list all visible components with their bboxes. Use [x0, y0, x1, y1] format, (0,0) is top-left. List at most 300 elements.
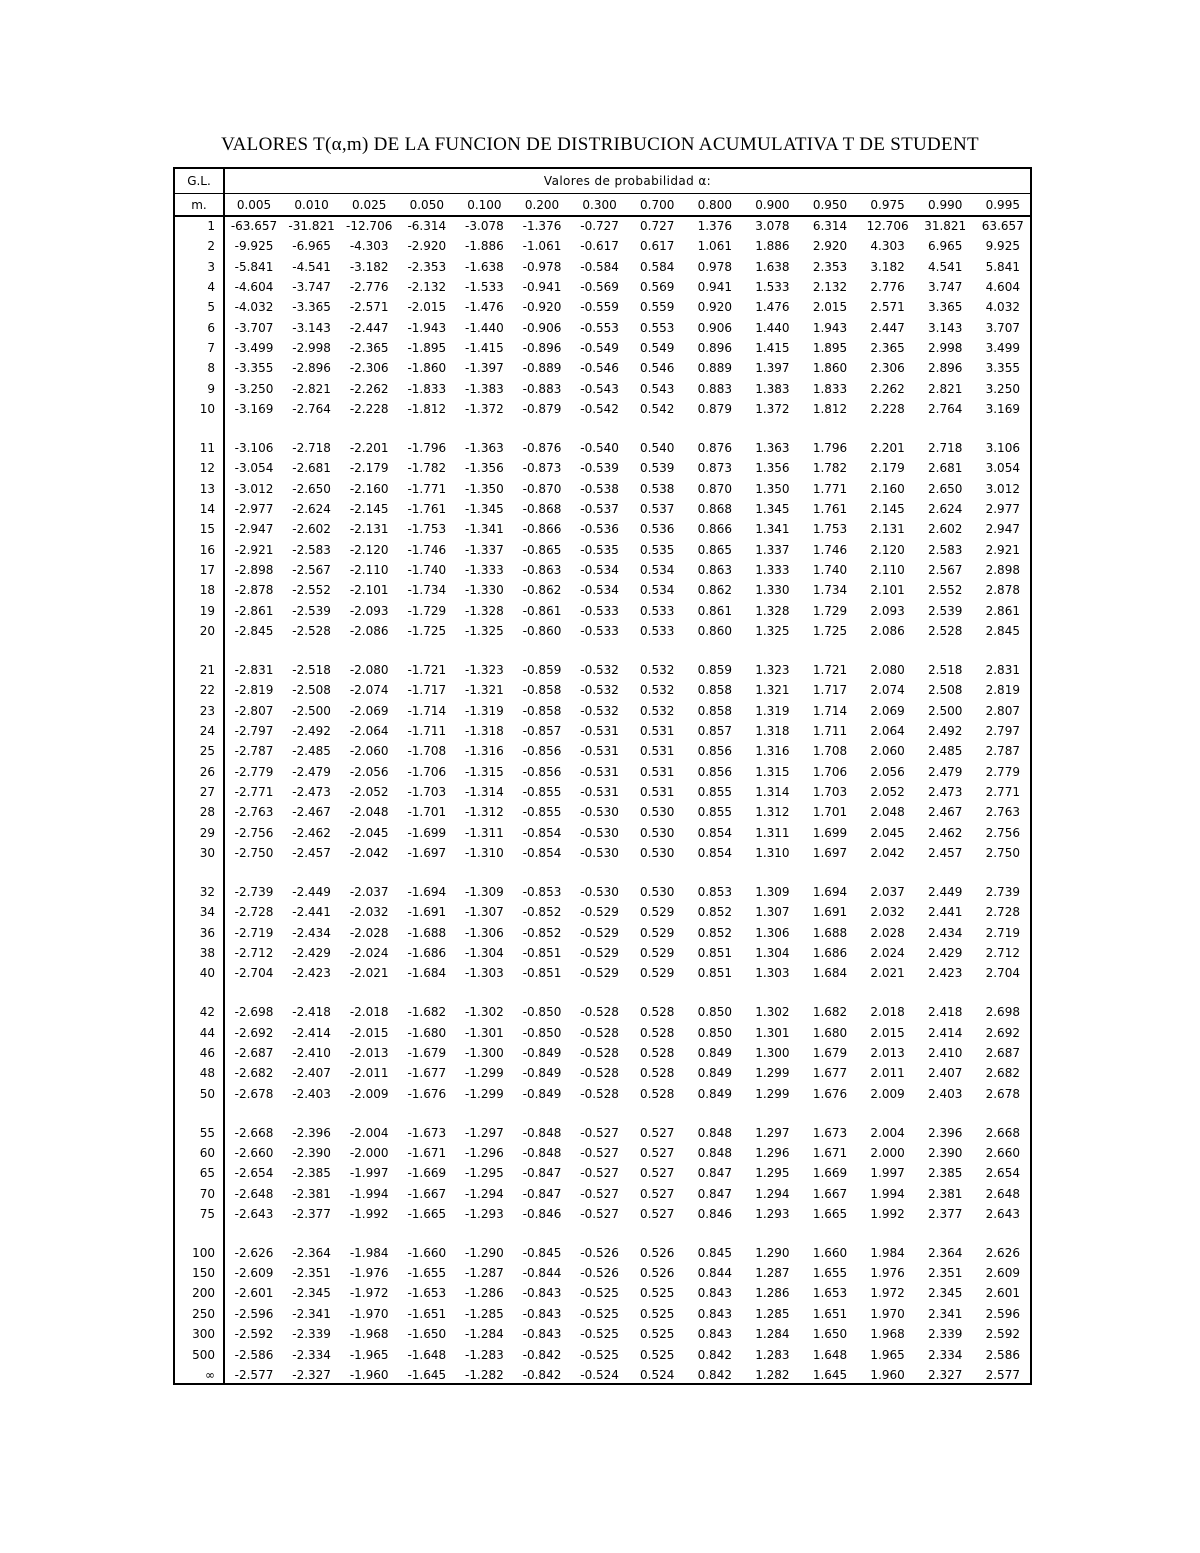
value-cell: -0.542	[580, 402, 619, 417]
value-cell: 1.285	[755, 1306, 790, 1321]
value-cell: 1.729	[812, 603, 848, 618]
page-title: VALORES T(α,m) DE LA FUNCION DE DISTRIBUCION ACUMULATIVA T DE STUDENT	[221, 134, 979, 155]
value-cell: 12.706	[866, 219, 909, 233]
value-cell: -0.553	[580, 320, 619, 335]
value-cell: 2.764	[928, 402, 963, 417]
value-cell: -2.353	[407, 259, 447, 274]
degrees-of-freedom-cell: 75	[199, 1206, 215, 1221]
value-cell: 2.060	[870, 744, 905, 759]
value-cell: -0.531	[580, 724, 619, 739]
value-cell: -0.861	[522, 603, 562, 618]
value-cell: -2.048	[349, 805, 389, 820]
value-cell: -2.473	[292, 785, 331, 800]
value-cell: -0.525	[580, 1347, 619, 1362]
value-cell: -1.701	[407, 805, 447, 820]
value-cell: 0.978	[697, 259, 732, 274]
value-cell: -2.377	[292, 1206, 331, 1221]
value-cell: 2.947	[985, 522, 1020, 537]
value-cell: -1.860	[407, 361, 447, 376]
value-cell: 2.410	[928, 1045, 963, 1060]
value-cell: -1.303	[465, 966, 504, 981]
value-cell: 0.525	[640, 1327, 675, 1342]
value-cell: 1.703	[812, 785, 848, 800]
value-cell: 1.660	[812, 1245, 848, 1260]
value-cell: 2.160	[870, 481, 905, 496]
value-cell: 0.553	[640, 320, 675, 335]
value-cell: -1.680	[407, 1025, 447, 1040]
value-cell: 0.941	[697, 280, 732, 295]
value-cell: -0.842	[522, 1347, 562, 1362]
value-cell: -2.042	[349, 846, 389, 861]
value-cell: -2.739	[234, 885, 274, 899]
value-cell: -1.533	[465, 280, 504, 295]
value-cell: 1.316	[755, 744, 790, 759]
alpha-header-cell: 0.300	[582, 198, 617, 212]
value-cell: -1.708	[407, 744, 447, 759]
value-cell: -0.856	[522, 764, 562, 779]
value-cell: 3.747	[928, 280, 963, 295]
value-cell: -3.365	[292, 300, 331, 315]
table-row	[175, 1085, 1030, 1105]
value-cell: 1.694	[812, 885, 848, 899]
value-cell: -0.978	[522, 259, 562, 274]
value-cell: -0.527	[580, 1206, 619, 1221]
degrees-of-freedom-cell: 27	[199, 785, 215, 800]
value-cell: 2.365	[870, 341, 905, 356]
value-cell: 2.110	[870, 563, 905, 578]
value-cell: -0.539	[580, 461, 619, 476]
value-cell: 1.300	[755, 1045, 790, 1060]
value-cell: -2.028	[349, 925, 389, 940]
value-cell: -2.831	[234, 663, 274, 677]
value-cell: -0.549	[580, 341, 619, 356]
value-cell: 0.876	[697, 441, 732, 455]
value-cell: -3.054	[234, 461, 274, 476]
value-cell: 2.787	[985, 744, 1020, 759]
value-cell: 0.857	[697, 724, 732, 739]
value-cell: -0.529	[580, 905, 619, 920]
value-cell: -1.761	[407, 502, 447, 517]
value-cell: -1.684	[407, 966, 447, 981]
value-cell: -0.847	[522, 1186, 562, 1201]
value-cell: -12.706	[346, 219, 393, 233]
value-cell: 0.525	[640, 1306, 675, 1321]
value-cell: 2.037	[870, 885, 905, 899]
degrees-of-freedom-cell: 2	[207, 239, 215, 254]
value-cell: -0.584	[580, 259, 619, 274]
value-cell: 0.854	[697, 846, 732, 861]
value-cell: -1.650	[407, 1327, 447, 1342]
value-cell: 0.863	[697, 563, 732, 578]
degrees-of-freedom-cell: 11	[199, 441, 215, 455]
value-cell: 1.283	[755, 1347, 790, 1362]
table-row	[175, 480, 1030, 500]
alpha-header-cell: 0.100	[467, 198, 502, 212]
alpha-header-cell: 0.700	[640, 198, 675, 212]
value-cell: 2.179	[870, 461, 905, 476]
value-cell: -0.525	[580, 1286, 619, 1301]
value-cell: 2.467	[928, 805, 963, 820]
table-row	[175, 681, 1030, 701]
degrees-of-freedom-cell: 30	[199, 846, 215, 861]
value-cell: 1.965	[870, 1347, 905, 1362]
value-cell: 1.782	[812, 461, 848, 476]
alpha-header-cell: 0.200	[524, 198, 560, 212]
table-row	[175, 1044, 1030, 1064]
value-cell: -1.318	[465, 724, 504, 739]
value-cell: -0.845	[522, 1245, 562, 1260]
value-cell: -1.686	[407, 946, 447, 961]
value-cell: -2.586	[234, 1347, 274, 1362]
value-cell: -1.833	[407, 381, 447, 396]
value-cell: -2.947	[234, 522, 274, 537]
value-cell: 2.004	[870, 1125, 905, 1140]
value-cell: -2.681	[292, 461, 331, 476]
value-cell: -2.750	[234, 846, 274, 861]
value-cell: 0.584	[640, 259, 675, 274]
table-row	[175, 1164, 1030, 1184]
value-cell: 1.302	[755, 1005, 790, 1020]
value-cell: 1.303	[755, 966, 790, 981]
value-cell: -0.533	[580, 624, 619, 639]
value-cell: 1.638	[755, 259, 790, 274]
value-cell: -2.015	[407, 300, 447, 315]
value-cell: -1.310	[465, 846, 504, 861]
value-cell: -2.861	[234, 603, 274, 618]
table-row	[175, 1366, 1030, 1386]
value-cell: 3.355	[985, 361, 1020, 376]
value-cell: -0.852	[522, 905, 562, 920]
value-cell: 0.532	[640, 683, 675, 698]
value-cell: -1.667	[407, 1186, 447, 1201]
value-cell: -1.285	[465, 1306, 504, 1321]
value-cell: 2.626	[985, 1245, 1020, 1260]
value-cell: -2.787	[234, 744, 274, 759]
value-cell: -0.528	[580, 1045, 619, 1060]
value-cell: -0.848	[522, 1145, 562, 1160]
value-cell: 0.846	[697, 1206, 732, 1221]
value-cell: -1.325	[465, 624, 504, 639]
value-cell: -2.381	[292, 1186, 331, 1201]
value-cell: -1.282	[465, 1367, 504, 1382]
value-cell: 0.529	[640, 966, 675, 981]
alpha-header-cell: 0.800	[697, 198, 732, 212]
value-cell: 2.776	[870, 280, 905, 295]
value-cell: -0.866	[522, 522, 562, 537]
value-cell: -2.414	[292, 1025, 331, 1040]
value-cell: 2.341	[928, 1306, 963, 1321]
value-cell: -0.858	[522, 683, 562, 698]
value-cell: -2.807	[234, 703, 274, 718]
value-cell: 6.314	[812, 219, 848, 233]
value-cell: -1.697	[407, 846, 447, 861]
value-cell: -2.201	[349, 441, 389, 455]
value-cell: -2.763	[234, 805, 274, 820]
value-cell: -1.301	[465, 1025, 504, 1040]
value-cell: -63.657	[230, 219, 278, 233]
value-cell: 2.345	[928, 1286, 963, 1301]
value-cell: 2.508	[928, 683, 963, 698]
value-cell: -0.889	[522, 361, 562, 376]
value-cell: -2.668	[234, 1125, 274, 1140]
value-cell: -0.855	[522, 805, 562, 820]
table-row	[175, 258, 1030, 278]
value-cell: -0.941	[522, 280, 562, 295]
value-cell: 2.878	[985, 583, 1020, 598]
value-cell: -2.845	[234, 624, 274, 639]
value-cell: 1.669	[812, 1166, 848, 1181]
value-cell: -2.021	[349, 966, 389, 981]
value-cell: -2.797	[234, 724, 274, 739]
value-cell: 2.718	[928, 441, 963, 455]
value-cell: -0.848	[522, 1125, 562, 1140]
value-cell: -3.143	[292, 320, 331, 335]
degrees-of-freedom-cell: 18	[199, 583, 215, 598]
value-cell: -2.682	[234, 1066, 274, 1081]
degrees-of-freedom-cell: 36	[199, 925, 215, 940]
value-cell: 5.841	[985, 259, 1020, 274]
value-cell: -1.992	[349, 1206, 389, 1221]
value-cell: 1.383	[755, 381, 790, 396]
degrees-of-freedom-cell: 23	[199, 703, 215, 718]
value-cell: -0.526	[580, 1266, 619, 1281]
degrees-of-freedom-cell: 1	[207, 219, 215, 233]
value-cell: 0.531	[640, 764, 675, 779]
value-cell: -0.842	[522, 1367, 562, 1382]
value-cell: -1.699	[407, 825, 447, 840]
value-cell: 0.534	[640, 583, 675, 598]
value-cell: 0.559	[640, 300, 675, 315]
value-cell: -3.747	[292, 280, 331, 295]
value-cell: -2.410	[292, 1045, 331, 1060]
value-cell: 0.850	[697, 1025, 732, 1040]
value-cell: 1.645	[812, 1367, 848, 1382]
value-cell: 0.536	[640, 522, 675, 537]
value-cell: 2.567	[928, 563, 963, 578]
value-cell: -0.569	[580, 280, 619, 295]
value-cell: -1.665	[407, 1206, 447, 1221]
value-cell: -0.528	[580, 1066, 619, 1081]
value-cell: 0.854	[697, 825, 732, 840]
degrees-of-freedom-cell: 42	[199, 1005, 215, 1020]
value-cell: -1.706	[407, 764, 447, 779]
value-cell: 1.653	[812, 1286, 848, 1301]
value-cell: -1.286	[465, 1286, 504, 1301]
value-cell: -0.528	[580, 1086, 619, 1101]
value-cell: -2.015	[349, 1025, 389, 1040]
value-cell: 0.842	[697, 1347, 732, 1362]
value-cell: -6.314	[407, 219, 447, 233]
value-cell: 1.717	[812, 683, 848, 698]
value-cell: -0.535	[580, 542, 619, 557]
value-cell: -2.086	[349, 624, 389, 639]
value-cell: 1.994	[870, 1186, 905, 1201]
value-cell: -1.299	[465, 1066, 504, 1081]
value-cell: 0.539	[640, 461, 675, 476]
table-row	[175, 561, 1030, 581]
value-cell: -2.385	[292, 1166, 331, 1181]
value-cell: -4.032	[234, 300, 274, 315]
value-cell: 2.577	[985, 1367, 1020, 1382]
value-cell: 0.527	[640, 1125, 675, 1140]
value-cell: 1.330	[755, 583, 790, 598]
value-cell: -1.886	[465, 239, 504, 254]
value-cell: 1.680	[812, 1025, 848, 1040]
value-cell: 1.734	[812, 583, 848, 598]
value-cell: 2.479	[928, 764, 963, 779]
value-cell: -1.300	[465, 1045, 504, 1060]
value-cell: 1.321	[755, 683, 790, 698]
value-cell: 0.529	[640, 946, 675, 961]
value-cell: 2.407	[928, 1066, 963, 1081]
value-cell: 0.849	[697, 1045, 732, 1060]
value-cell: -1.383	[465, 381, 504, 396]
value-cell: -2.977	[234, 502, 274, 517]
value-cell: 1.299	[755, 1066, 790, 1081]
value-cell: 1.679	[812, 1045, 848, 1060]
value-cell: -2.364	[292, 1245, 331, 1260]
value-cell: 1.287	[755, 1266, 790, 1281]
value-cell: 1.415	[755, 341, 790, 356]
degrees-of-freedom-cell: ∞	[205, 1367, 215, 1382]
value-cell: -2.160	[349, 481, 389, 496]
value-cell: 2.339	[928, 1327, 963, 1342]
value-cell: -3.250	[234, 381, 274, 396]
value-cell: 0.531	[640, 744, 675, 759]
degrees-of-freedom-cell: 28	[199, 805, 215, 820]
alpha-header-cell: 0.950	[812, 198, 848, 212]
value-cell: 0.855	[697, 785, 732, 800]
value-cell: 0.920	[697, 300, 732, 315]
value-cell: -2.011	[349, 1066, 389, 1081]
value-cell: 2.539	[928, 603, 963, 618]
value-cell: 6.965	[928, 239, 963, 254]
degrees-of-freedom-cell: 15	[199, 522, 215, 537]
value-cell: -1.965	[349, 1347, 389, 1362]
alpha-header-cell: 0.050	[409, 198, 444, 212]
value-cell: 0.856	[697, 764, 732, 779]
table-row	[175, 844, 1030, 864]
value-cell: 2.692	[985, 1025, 1020, 1040]
value-cell: 1.701	[812, 805, 848, 820]
value-cell: -2.718	[292, 441, 331, 455]
table-row	[175, 1003, 1030, 1023]
value-cell: 2.032	[870, 905, 905, 920]
value-cell: 2.819	[985, 683, 1020, 698]
table-row	[175, 339, 1030, 359]
value-cell: 2.921	[985, 542, 1020, 557]
value-cell: 63.657	[981, 219, 1024, 233]
value-cell: -2.145	[349, 502, 389, 517]
value-cell: 2.771	[985, 785, 1020, 800]
value-cell: -2.262	[349, 381, 389, 396]
value-cell: -0.843	[522, 1306, 562, 1321]
value-cell: -0.870	[522, 481, 562, 496]
value-cell: -1.306	[465, 925, 504, 940]
value-cell: -1.970	[349, 1306, 389, 1321]
value-cell: -3.499	[234, 341, 274, 356]
value-cell: -0.529	[580, 946, 619, 961]
value-cell: -1.311	[465, 825, 504, 840]
value-cell: 2.821	[928, 381, 963, 396]
value-cell: -0.896	[522, 341, 562, 356]
degrees-of-freedom-cell: 46	[199, 1045, 215, 1060]
value-cell: 0.852	[697, 905, 732, 920]
value-cell: 3.182	[870, 259, 905, 274]
value-cell: 1.397	[755, 361, 790, 376]
value-cell: -2.228	[349, 402, 389, 417]
value-cell: 1.310	[755, 846, 790, 861]
value-cell: -4.541	[292, 259, 331, 274]
value-cell: 0.850	[697, 1005, 732, 1020]
value-cell: 1.290	[755, 1245, 790, 1260]
value-cell: 1.714	[812, 703, 848, 718]
value-cell: -1.648	[407, 1347, 447, 1362]
value-cell: -1.645	[407, 1367, 447, 1382]
value-cell: -0.526	[580, 1245, 619, 1260]
value-cell: 1.725	[812, 624, 848, 639]
value-cell: -1.711	[407, 724, 447, 739]
table-row	[175, 298, 1030, 318]
value-cell: 1.651	[812, 1306, 848, 1321]
value-cell: 1.895	[812, 341, 848, 356]
value-cell: 0.535	[640, 542, 675, 557]
value-cell: -31.821	[288, 219, 335, 233]
value-cell: -1.312	[465, 805, 504, 820]
value-cell: 1.997	[870, 1166, 905, 1181]
value-cell: -1.363	[465, 441, 504, 455]
value-cell: -1.721	[407, 663, 447, 677]
value-cell: 0.531	[640, 785, 675, 800]
alpha-header-cell: 0.010	[294, 198, 329, 212]
degrees-of-freedom-cell: 20	[199, 624, 215, 639]
value-cell: -1.972	[349, 1286, 389, 1301]
value-cell: -2.577	[234, 1367, 274, 1382]
value-cell: 0.843	[697, 1286, 732, 1301]
value-cell: -1.638	[465, 259, 504, 274]
value-cell: 2.074	[870, 683, 905, 698]
value-cell: -0.859	[522, 663, 562, 677]
degrees-of-freedom-cell: 3	[207, 259, 215, 274]
value-cell: -0.538	[580, 481, 619, 496]
value-cell: 3.169	[985, 402, 1020, 417]
degrees-of-freedom-cell: 21	[199, 663, 215, 677]
value-cell: 2.434	[928, 925, 963, 940]
value-cell: -0.856	[522, 744, 562, 759]
value-cell: 2.377	[928, 1206, 963, 1221]
value-cell: 0.533	[640, 603, 675, 618]
value-cell: -1.316	[465, 744, 504, 759]
value-cell: 0.847	[697, 1186, 732, 1201]
value-cell: 2.353	[812, 259, 848, 274]
value-cell: 2.429	[928, 946, 963, 961]
value-cell: -2.776	[349, 280, 389, 295]
value-cell: 0.530	[640, 846, 675, 861]
value-cell: 1.311	[755, 825, 790, 840]
value-cell: 0.528	[640, 1025, 675, 1040]
value-cell: -0.854	[522, 825, 562, 840]
value-cell: 0.847	[697, 1166, 732, 1181]
value-cell: -6.965	[292, 239, 331, 254]
value-cell: 2.131	[870, 522, 905, 537]
value-cell: 0.530	[640, 805, 675, 820]
value-cell: 1.372	[755, 402, 790, 417]
gl-header: G.L.	[187, 174, 211, 188]
value-cell: -0.853	[522, 885, 562, 899]
value-cell: -0.862	[522, 583, 562, 598]
value-cell: -0.532	[580, 683, 619, 698]
value-cell: -1.295	[465, 1166, 504, 1181]
